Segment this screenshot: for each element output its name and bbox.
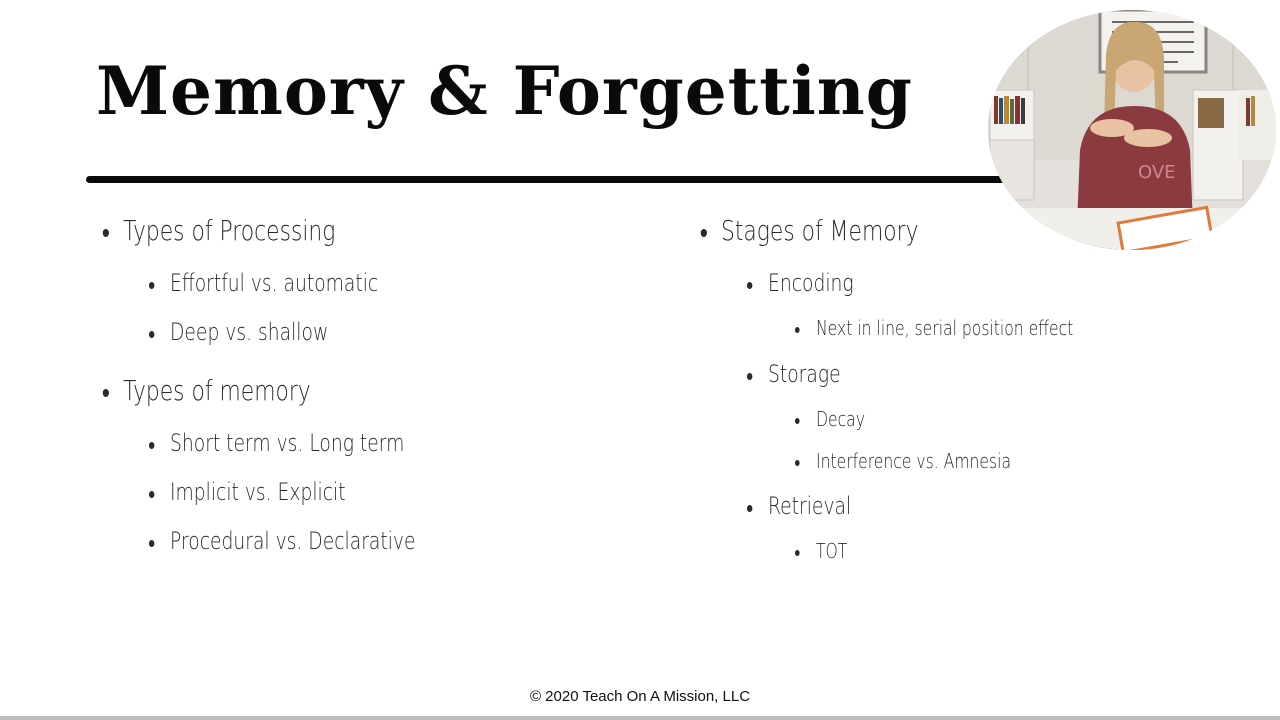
bullet-retrieval: Retrieval bbox=[768, 492, 852, 520]
slide-title: Memory & Forgetting bbox=[96, 52, 913, 130]
bullet-tot: TOT bbox=[816, 539, 848, 563]
copyright-footer: © 2020 Teach On A Mission, LLC bbox=[529, 688, 751, 705]
bullet-interference-amnesia: Interference vs. Amnesia bbox=[816, 449, 1012, 473]
bullet-serial-position: Next in line, serial position effect bbox=[816, 316, 1074, 340]
bullet-stages-of-memory: Stages of Memory bbox=[721, 214, 919, 247]
bullet-procedural-declarative: Procedural vs. Declarative bbox=[170, 527, 416, 555]
bullet-deep-shallow: Deep vs. shallow bbox=[170, 318, 329, 346]
bullet-short-long-term: Short term vs. Long term bbox=[170, 429, 405, 457]
bullet-types-of-processing: Types of Processing bbox=[123, 214, 336, 247]
bullet-types-of-memory: Types of memory bbox=[123, 374, 311, 407]
presenter-webcam bbox=[988, 10, 1276, 250]
title-underline bbox=[86, 176, 1026, 183]
presenter-video-icon bbox=[988, 10, 1276, 250]
bullet-implicit-explicit: Implicit vs. Explicit bbox=[170, 478, 346, 506]
bullet-storage: Storage bbox=[768, 360, 841, 388]
bullet-encoding: Encoding bbox=[768, 269, 854, 297]
svg-text:OVE: OVE bbox=[1138, 162, 1176, 183]
bullet-effortful-automatic: Effortful vs. automatic bbox=[170, 269, 379, 297]
bullet-decay: Decay bbox=[816, 407, 865, 431]
bottom-bar bbox=[0, 716, 1280, 720]
